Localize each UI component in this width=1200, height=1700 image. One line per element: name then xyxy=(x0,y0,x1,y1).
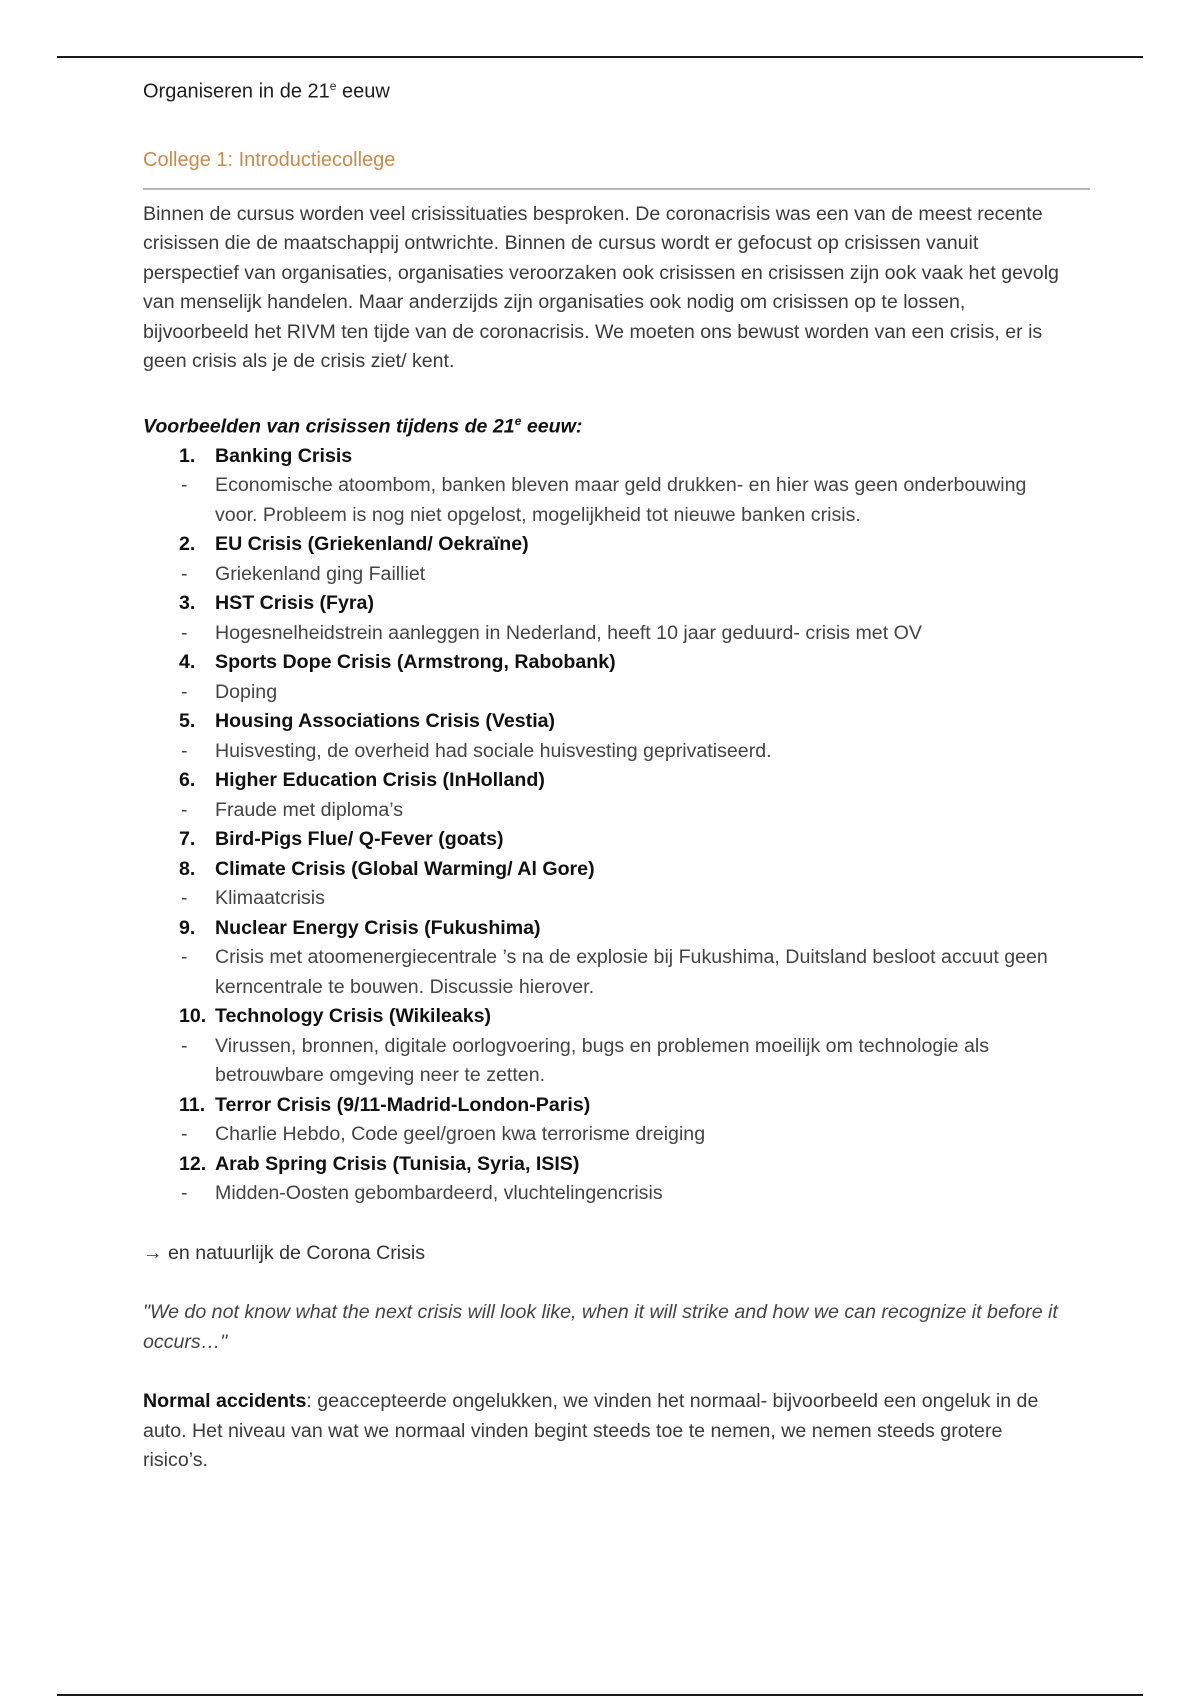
crisis-description-text: Midden-Oosten gebombardeerd, vluchtelingencrisis xyxy=(215,1182,663,1205)
crisis-description-text: Doping xyxy=(215,680,278,703)
bullet-dash: - xyxy=(181,1123,188,1146)
bullet-dash: - xyxy=(181,887,188,910)
crisis-item xyxy=(143,648,1063,707)
crisis-label: Climate Crisis (Global Warming/ Al Gore) xyxy=(215,857,595,880)
crisis-label: Terror Crisis (9/11-Madrid-London-Paris) xyxy=(215,1093,591,1116)
crisis-label: EU Crisis (Griekenland/ Oekraïne) xyxy=(215,533,529,556)
crisis-number: 6. xyxy=(179,769,196,792)
crisis-item xyxy=(143,825,1063,855)
crisis-title xyxy=(143,589,1063,619)
right-arrow-icon: → xyxy=(143,1241,163,1264)
normal-accidents-term: Normal accidents xyxy=(143,1390,307,1413)
crisis-title xyxy=(143,648,1063,678)
crisis-label: HST Crisis (Fyra) xyxy=(215,592,374,615)
bullet-dash: - xyxy=(181,1034,188,1057)
crisis-description xyxy=(143,737,1063,767)
crisis-list xyxy=(143,442,1063,1209)
crisis-item xyxy=(143,1002,1063,1091)
crisis-item xyxy=(143,589,1063,648)
crisis-title xyxy=(143,530,1063,560)
document-header-title: Organiseren in de 21e eeuw xyxy=(143,79,390,103)
crisis-description-text: Huisvesting, de overheid had sociale huisvesting geprivatiseerd. xyxy=(215,739,772,762)
crisis-item xyxy=(143,530,1063,589)
crisis-quote: "We do not know what the next crisis will look like, when it will strike and how we can recognize it before it occurs…" xyxy=(143,1301,1058,1353)
crisis-title xyxy=(143,707,1063,737)
crisis-description-text: Griekenland ging Failliet xyxy=(215,562,426,585)
crisis-label: Housing Associations Crisis (Vestia) xyxy=(215,710,556,733)
crisis-number: 8. xyxy=(179,857,196,880)
footer-rule xyxy=(57,1694,1143,1696)
crisis-title xyxy=(143,1150,1063,1180)
crisis-label: Sports Dope Crisis (Armstrong, Rabobank) xyxy=(215,651,616,674)
bullet-dash: - xyxy=(181,1182,188,1205)
bullet-dash: - xyxy=(181,562,188,585)
intro-paragraph: Binnen de cursus worden veel crisissituaties besproken. De coronacrisis was een van de meest recente crisissen die de maatschappij ontwrichte. Binnen de cursus wordt er gefocust op crisissen vanuit perspectief van organisaties, organisaties veroorzaken ook crisissen en crisissen zijn ook vaak het gevolg van menselijk handelen. Maar anderzijds zijn organisaties ook nodig om crisissen op te lossen, bijvoorbeeld het RIVM ten tijde van de coronacrisis. We moeten ons bewust worden van een crisis, er is geen crisis als je de crisis ziet/ kent. xyxy=(143,202,1059,373)
crisis-description xyxy=(143,884,1063,914)
crisis-title xyxy=(143,766,1063,796)
header-rule xyxy=(57,56,1143,58)
crisis-number: 2. xyxy=(179,533,196,556)
crisis-description xyxy=(143,1032,1063,1091)
crisis-description-text: Virussen, bronnen, digitale oorlogvoering, bugs en problemen moeilijk om technologie als betrouwbare omgeving neer te zetten. xyxy=(215,1034,990,1087)
crisis-number: 3. xyxy=(179,592,196,615)
crisis-description-text: Klimaatcrisis xyxy=(215,887,325,910)
crisis-label: Bird-Pigs Flue/ Q-Fever (goats) xyxy=(215,828,504,851)
bullet-dash: - xyxy=(181,798,188,821)
crisis-description xyxy=(143,471,1063,530)
crisis-title xyxy=(143,1002,1063,1032)
crisis-number: 7. xyxy=(179,828,196,851)
bullet-dash: - xyxy=(181,739,188,762)
crisis-item xyxy=(143,1150,1063,1209)
crisis-title xyxy=(143,855,1063,885)
crisis-item xyxy=(143,914,1063,1003)
crisis-description xyxy=(143,1120,1063,1150)
crisis-description xyxy=(143,619,1063,649)
crisis-number: 12. xyxy=(179,1152,207,1175)
crisis-title xyxy=(143,914,1063,944)
crisis-number: 11. xyxy=(179,1093,206,1116)
crisis-title xyxy=(143,442,1063,472)
crisis-description-text: Charlie Hebdo, Code geel/groen kwa terrorisme dreiging xyxy=(215,1123,706,1146)
section-title-underline xyxy=(143,188,1090,190)
crisis-title xyxy=(143,825,1063,855)
crisis-item xyxy=(143,1091,1063,1150)
examples-heading: Voorbeelden van crisissen tijdens de 21e eeuw: xyxy=(143,413,583,438)
crisis-description xyxy=(143,796,1063,826)
crisis-number: 9. xyxy=(179,916,196,939)
crisis-description xyxy=(143,678,1063,708)
crisis-description-text: Economische atoombom, banken bleven maar geld drukken- en hier was geen onderbouwing voor. Probleem is nog niet opgelost, mogelijkheid tot nieuwe banken crisis. xyxy=(215,474,1027,526)
crisis-label: Nuclear Energy Crisis (Fukushima) xyxy=(215,916,541,939)
crisis-title xyxy=(143,1091,1063,1121)
crisis-item xyxy=(143,442,1063,531)
crisis-description xyxy=(143,560,1063,590)
normal-accidents-paragraph: Normal accidents: geaccepteerde ongelukken, we vinden het normaal- bijvoorbeeld een ongeluk in de auto. Het niveau van wat we normaal vinden begint steeds toe te nemen, we nemen steeds grotere risico’s. xyxy=(143,1390,1039,1472)
crisis-number: 1. xyxy=(179,444,196,467)
crisis-description-text: Hogesnelheidstrein aanleggen in Nederland, heeft 10 jaar geduurd- crisis met OV xyxy=(215,621,922,644)
crisis-description-text: Crisis met atoomenergiecentrale ’s na de explosie bij Fukushima, Duitsland besloot accuut geen kerncentrale te bouwen. Discussie hierover. xyxy=(215,946,1048,998)
crisis-description xyxy=(143,1179,1063,1209)
crisis-number: 10. xyxy=(179,1005,207,1028)
section-title: College 1: Introductiecollege xyxy=(143,148,396,171)
crisis-description-text: Fraude met diploma’s xyxy=(215,798,404,821)
crisis-number: 4. xyxy=(179,651,196,674)
crisis-label: Banking Crisis xyxy=(215,444,353,467)
crisis-label: Arab Spring Crisis (Tunisia, Syria, ISIS) xyxy=(215,1152,580,1175)
bullet-dash: - xyxy=(181,474,188,497)
bullet-dash: - xyxy=(181,946,188,969)
document-page xyxy=(143,72,1063,1476)
crisis-label: Technology Crisis (Wikileaks) xyxy=(215,1005,492,1028)
crisis-description xyxy=(143,943,1063,1002)
corona-note: → en natuurlijk de Corona Crisis xyxy=(143,1241,426,1264)
bullet-dash: - xyxy=(181,680,188,703)
crisis-label: Higher Education Crisis (InHolland) xyxy=(215,769,545,792)
crisis-item xyxy=(143,855,1063,914)
crisis-item xyxy=(143,766,1063,825)
crisis-item xyxy=(143,707,1063,766)
crisis-number: 5. xyxy=(179,710,196,733)
bullet-dash: - xyxy=(181,621,188,644)
